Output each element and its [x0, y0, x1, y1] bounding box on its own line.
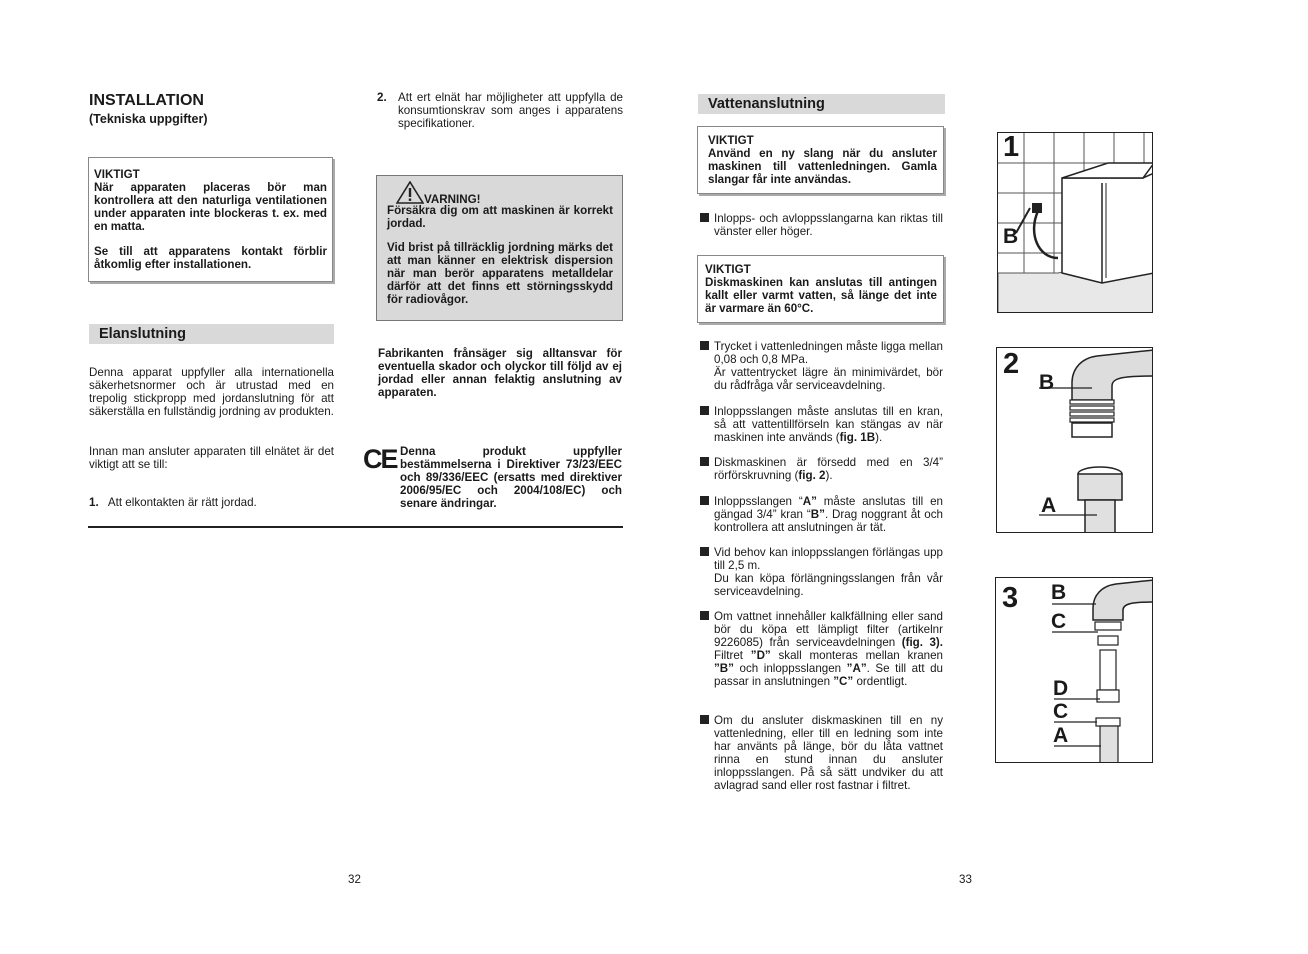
important-box-ventilation [88, 157, 333, 282]
label-a: A [1041, 494, 1057, 517]
bullet-square [700, 496, 709, 505]
list-number: 1. [89, 496, 99, 509]
important-label: VIKTIGT [705, 263, 751, 276]
list-text: Att ert elnät har möjligheter att uppfylla de konsumtionskrav som anges i apparatens specifikationer. [398, 91, 623, 130]
safety-paragraph: Denna apparat uppfyller alla internationella säkerhetsnormer och är utrustad med en trepolig stickpropp med jordanslutning för att säkerställa en fullständig jordning av produkten. [89, 366, 334, 418]
figure-3-filter [995, 577, 1153, 763]
bullet-square [700, 611, 709, 620]
bullet-text: Vid behov kan inloppsslangen förlängas upp till 2,5 m. [714, 546, 943, 572]
tap-and-fitting-illustration [997, 348, 1153, 533]
bullet-square [700, 341, 709, 350]
ventilation-text: När apparaten placeras bör man kontrollera att den naturliga ventilationen under apparaten inte blockeras t. ex. med en matta. [94, 181, 327, 233]
label-b: B [1003, 225, 1019, 248]
label-d: D [1053, 677, 1069, 700]
figure-number: 1 [1003, 132, 1020, 163]
list-text: Att elkontakten är rätt jordad. [107, 496, 257, 509]
important-box-water-temp [697, 255, 944, 323]
bullet-new-pipe [700, 714, 943, 792]
bullet-square [700, 457, 709, 466]
warning-box [376, 175, 623, 321]
new-hose-text: Använd en ny slang när du ansluter maskinen till vattenledningen. Gamla slangar får inte användas. [708, 147, 937, 186]
bullet-hose-connect [700, 495, 943, 534]
warning-grounding-text: Försäkra dig om att maskinen är korrekt jordad. [387, 204, 613, 230]
section-header-electric: Elanslutning [89, 324, 334, 344]
section-subtitle: (Tekniska uppgifter) [89, 112, 208, 126]
bullet-extension [700, 546, 943, 598]
bullet-text: Om vattnet innehåller kalkfällning eller sand bör du köpa ett lämpligt filter (artikelnr 9226085) från serviceavdelningen (fig. 3). Filtret ”D” skall monteras mellan kranen ”B” och inloppsslangen ”A”. Se till att du passar in anslutningen ”C” ordentligt. [714, 610, 943, 688]
warning-label: VARNING! [424, 193, 481, 206]
label-b: B [1051, 581, 1067, 604]
list-item-1 [89, 496, 334, 509]
warning-dispersion-text: Vid brist på tillräcklig jordning märks det att man känner en elektrisk dispersion när man berör apparatens metalldelar därför att det finns ett störningsskydd för radiovågor. [387, 241, 613, 306]
bullet-text: Inloppsslangen måste anslutas till en kran, så att vattentillförseln kan stängas av när maskinen inte används (fig. 1B). [714, 405, 943, 444]
bullet-inlet-tap [700, 405, 943, 444]
filter-assembly-illustration [996, 578, 1153, 763]
before-connect-paragraph: Innan man ansluter apparaten till elnätet är det viktigt att se till: [89, 445, 334, 471]
disclaimer-text: Fabrikanten frånsäger sig alltansvar för eventuella skador och olyckor till följd av ej jordad eller annan felaktig anslutning av apparaten. [378, 347, 622, 399]
bullet-text-cont: Du kan köpa förlängningsslangen från vår serviceavdelning. [714, 572, 943, 598]
figure-1-dishwasher [997, 132, 1153, 313]
bullet-text: Om du ansluter diskmaskinen till en ny vattenledning, eller till en ledning som inte har använts på länge, bör du låta vattnet rinna en stund innan du ansluter inloppsslangen. På så sätt undviker du att avlagrad sand eller rost fastnar i filtret. [714, 714, 943, 792]
label-a: A [1053, 724, 1069, 747]
bullet-text: Diskmaskinen är försedd med en 3/4” rörförskruvning (fig. 2). [714, 456, 943, 482]
list-number: 2. [377, 91, 387, 104]
bullet-square [700, 213, 709, 222]
important-label: VIKTIGT [708, 134, 754, 147]
warning-triangle-icon [396, 181, 424, 204]
ce-declaration-text: Denna produkt uppfyller bestämmelserna i Direktiver 73/23/EEC och 89/336/EEC (ersatts med direktiver 2006/95/EC och 2004/108/EC) och senare ändringar. [400, 445, 622, 510]
bullet-pressure [700, 340, 943, 392]
bullet-hose-direction [700, 212, 943, 238]
bullet-fitting [700, 456, 943, 482]
bullet-square [700, 547, 709, 556]
figure-number: 2 [1003, 348, 1020, 380]
label-c-top: C [1051, 610, 1067, 633]
section-header-water: Vattenanslutning [698, 94, 945, 114]
figure-2-tap-fitting [996, 347, 1153, 533]
bullet-text: Trycket i vattenledningen måste ligga mellan 0,08 och 0,8 MPa. [714, 340, 943, 366]
page-number-right: 33 [959, 873, 972, 886]
water-temp-text: Diskmaskinen kan anslutas till antingen kallt eller varmt vatten, så länge det inte är varmare än 60°C. [705, 276, 937, 315]
bullet-filter [700, 610, 943, 688]
bullet-text-cont: Är vattentrycket lägre än minimivärdet, bör du rådfråga vår serviceavdelning. [714, 366, 943, 392]
dishwasher-tiles-illustration [998, 133, 1153, 313]
figure-number: 3 [1002, 582, 1019, 614]
bullet-square [700, 406, 709, 415]
page-divider [88, 526, 623, 528]
section-title: INSTALLATION [89, 92, 204, 109]
socket-access-text: Se till att apparatens kontakt förblir åtkomlig efter installationen. [94, 245, 327, 271]
important-box-new-hose [697, 126, 944, 194]
list-item-2 [377, 91, 623, 130]
bullet-text: Inlopps- och avloppsslangarna kan riktas till vänster eller höger. [714, 212, 943, 238]
page-number-left: 32 [348, 873, 361, 886]
bullet-square [700, 715, 709, 724]
label-c-bottom: C [1053, 700, 1069, 723]
label-b: B [1039, 371, 1055, 394]
important-label: VIKTIGT [94, 168, 140, 181]
ce-mark: CE [363, 444, 397, 474]
bullet-text: Inloppsslangen “A” måste anslutas till en gängad 3/4” kran “B”. Drag noggrant åt och kontrollera att anslutningen är tät. [714, 495, 943, 534]
